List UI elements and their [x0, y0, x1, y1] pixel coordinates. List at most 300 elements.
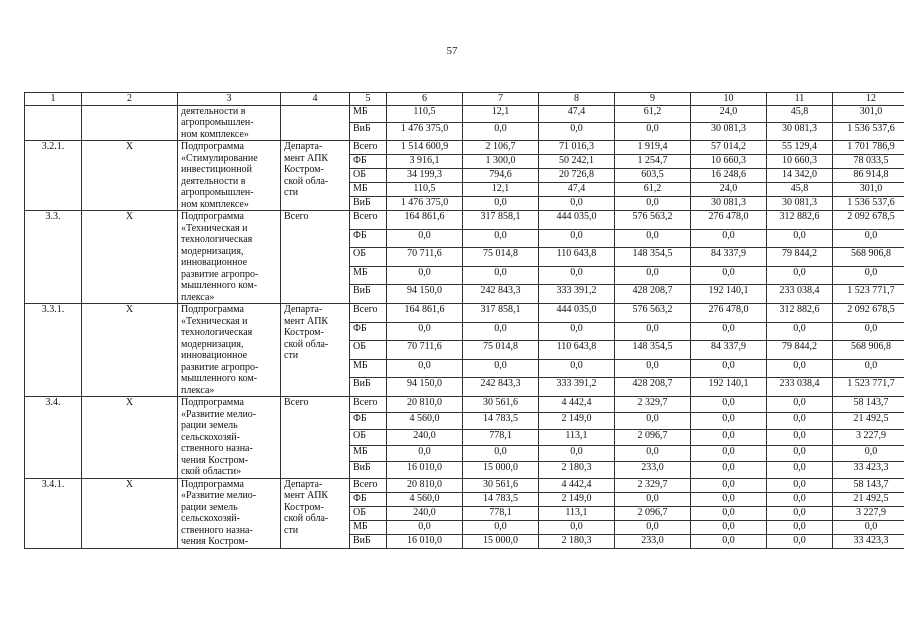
amount-cell: 30 081,3 — [691, 123, 767, 141]
amount-cell: 0,0 — [539, 123, 615, 141]
header-row — [25, 93, 904, 106]
name-line: сельскохозяй- — [181, 513, 240, 524]
amount-cell: 0,0 — [691, 478, 767, 492]
amount-cell: 2 180,3 — [539, 534, 615, 548]
amount-cell: 240,0 — [387, 506, 463, 520]
amount-cell: 0,0 — [767, 506, 833, 520]
name-line: инновационное — [181, 257, 248, 268]
amount-cell: 0,0 — [615, 359, 691, 378]
name-line: ской области» — [181, 466, 242, 477]
header-cell: 8 — [539, 93, 615, 106]
amount-cell: 24,0 — [691, 105, 767, 123]
row-code: 3.3.1. — [25, 304, 82, 397]
name-line: мышленного ком- — [181, 280, 258, 291]
header-cell: 2 — [82, 93, 178, 106]
funding-source: ОБ — [350, 506, 387, 520]
amount-cell: 1 523 771,7 — [833, 285, 904, 304]
amount-cell: 47,4 — [539, 105, 615, 123]
amount-cell: 84 337,9 — [691, 341, 767, 360]
amount-cell: 33 423,3 — [833, 462, 904, 478]
name-line: «Техническая и — [181, 315, 248, 327]
amount-cell: 0,0 — [767, 478, 833, 492]
row-code: 3.4.1. — [25, 478, 82, 548]
name-line: развитие агропро- — [181, 268, 259, 280]
row-x-mark: Х — [82, 211, 178, 304]
amount-cell: 794,6 — [463, 169, 539, 183]
funding-source: МБ — [350, 445, 387, 461]
amount-cell: 233,0 — [615, 462, 691, 478]
amount-cell: 0,0 — [833, 229, 904, 248]
amount-cell: 192 140,1 — [691, 378, 767, 397]
amount-cell: 164 861,6 — [387, 304, 463, 323]
name-line: Подпрограмма — [181, 141, 244, 152]
amount-cell: 86 914,8 — [833, 169, 904, 183]
amount-cell: 428 208,7 — [615, 378, 691, 397]
amount-cell: 110 643,8 — [539, 248, 615, 267]
amount-cell: 0,0 — [691, 462, 767, 478]
executor-line: ской обла- — [284, 175, 329, 187]
row-code: 3.4. — [25, 397, 82, 479]
row-code: 3.3. — [25, 211, 82, 304]
amount-cell: 0,0 — [539, 445, 615, 461]
row-x-mark: Х — [82, 478, 178, 548]
amount-cell: 0,0 — [691, 266, 767, 285]
amount-cell: 0,0 — [615, 413, 691, 429]
name-line: модернизация, — [181, 338, 244, 350]
amount-cell: 0,0 — [539, 229, 615, 248]
funding-source: ВиБ — [350, 197, 387, 211]
amount-cell: 444 035,0 — [539, 304, 615, 323]
amount-cell: 0,0 — [767, 462, 833, 478]
funding-source: МБ — [350, 105, 387, 123]
amount-cell: 0,0 — [615, 197, 691, 211]
amount-cell: 1 514 600,9 — [387, 141, 463, 155]
table-row — [25, 397, 904, 413]
name-line: чения Костром- — [181, 536, 249, 547]
amount-cell: 34 199,3 — [387, 169, 463, 183]
funding-source: Всего — [350, 211, 387, 230]
funding-source: МБ — [350, 359, 387, 378]
amount-cell: 240,0 — [387, 429, 463, 445]
row-program-name — [178, 304, 281, 397]
amount-cell: 1 476 375,0 — [387, 123, 463, 141]
amount-cell: 70 711,6 — [387, 248, 463, 267]
amount-cell: 0,0 — [539, 322, 615, 341]
amount-cell: 15 000,0 — [463, 534, 539, 548]
amount-cell: 164 861,6 — [387, 211, 463, 230]
amount-cell: 0,0 — [463, 520, 539, 534]
amount-cell: 576 563,2 — [615, 304, 691, 323]
amount-cell: 75 014,8 — [463, 341, 539, 360]
amount-cell: 0,0 — [463, 359, 539, 378]
amount-cell: 233,0 — [615, 534, 691, 548]
name-line: модернизация, — [181, 245, 244, 257]
amount-cell: 15 000,0 — [463, 462, 539, 478]
amount-cell: 0,0 — [387, 520, 463, 534]
amount-cell: 78 033,5 — [833, 155, 904, 169]
executor-line: сти — [284, 350, 299, 361]
amount-cell: 312 882,6 — [767, 304, 833, 323]
executor-line: Департа- — [284, 478, 323, 490]
amount-cell: 2 096,7 — [615, 429, 691, 445]
amount-cell: 0,0 — [387, 266, 463, 285]
amount-cell: 312 882,6 — [767, 211, 833, 230]
amount-cell: 1 536 537,6 — [833, 123, 904, 141]
executor-line: мент АПК — [284, 490, 329, 501]
amount-cell: 10 660,3 — [767, 155, 833, 169]
amount-cell: 71 016,3 — [539, 141, 615, 155]
amount-cell: 2 180,3 — [539, 462, 615, 478]
amount-cell: 242 843,3 — [463, 285, 539, 304]
row-program-name — [178, 141, 281, 211]
amount-cell: 30 561,6 — [463, 397, 539, 413]
name-line: чения Костром- — [181, 454, 249, 466]
amount-cell: 0,0 — [539, 197, 615, 211]
amount-cell: 12,1 — [463, 105, 539, 123]
amount-cell: 0,0 — [387, 359, 463, 378]
amount-cell: 4 442,4 — [539, 397, 615, 413]
amount-cell: 70 711,6 — [387, 341, 463, 360]
amount-cell: 30 081,3 — [767, 123, 833, 141]
amount-cell: 0,0 — [691, 445, 767, 461]
name-line: технологическая — [181, 327, 253, 338]
row-executor — [281, 141, 350, 211]
amount-cell: 0,0 — [767, 534, 833, 548]
funding-source: ОБ — [350, 429, 387, 445]
name-line: плекса» — [181, 291, 215, 303]
name-line: ном комплексе» — [181, 128, 249, 140]
amount-cell: 1 476 375,0 — [387, 197, 463, 211]
amount-cell: 21 492,5 — [833, 413, 904, 429]
executor-line: Всего — [284, 397, 309, 408]
amount-cell: 0,0 — [691, 520, 767, 534]
amount-cell: 0,0 — [833, 359, 904, 378]
row-program-name — [178, 211, 281, 304]
amount-cell: 30 081,3 — [691, 197, 767, 211]
amount-cell: 113,1 — [539, 429, 615, 445]
row-executor — [281, 105, 350, 141]
amount-cell: 2 329,7 — [615, 397, 691, 413]
row-x-mark: Х — [82, 397, 178, 479]
header-cell: 3 — [178, 93, 281, 106]
header-cell: 9 — [615, 93, 691, 106]
amount-cell: 110,5 — [387, 183, 463, 197]
amount-cell: 20 810,0 — [387, 397, 463, 413]
amount-cell: 2 092 678,5 — [833, 211, 904, 230]
amount-cell: 0,0 — [539, 520, 615, 534]
row-executor — [281, 478, 350, 548]
row-x-mark: Х — [82, 304, 178, 397]
amount-cell: 0,0 — [767, 492, 833, 506]
amount-cell: 0,0 — [767, 520, 833, 534]
amount-cell: 317 858,1 — [463, 211, 539, 230]
amount-cell: 2 149,0 — [539, 413, 615, 429]
amount-cell: 58 143,7 — [833, 397, 904, 413]
amount-cell: 3 227,9 — [833, 429, 904, 445]
amount-cell: 148 354,5 — [615, 341, 691, 360]
funding-source: ОБ — [350, 169, 387, 183]
funding-source: ФБ — [350, 492, 387, 506]
row-executor — [281, 211, 350, 304]
name-line: «Развитие мелио- — [181, 490, 257, 501]
name-line: Подпрограмма — [181, 304, 244, 315]
executor-line: мент АПК — [284, 152, 329, 164]
executor-line: ской обла- — [284, 338, 329, 350]
amount-cell: 0,0 — [387, 229, 463, 248]
executor-line: сти — [284, 187, 299, 198]
funding-source: МБ — [350, 520, 387, 534]
amount-cell: 10 660,3 — [691, 155, 767, 169]
amount-cell: 0,0 — [767, 445, 833, 461]
amount-cell: 4 560,0 — [387, 492, 463, 506]
table-row — [25, 211, 904, 230]
name-line: ном комплексе» — [181, 198, 249, 210]
funding-source: Всего — [350, 397, 387, 413]
name-line: инновационное — [181, 350, 248, 361]
amount-cell: 233 038,4 — [767, 378, 833, 397]
funding-source: ВиБ — [350, 534, 387, 548]
amount-cell: 2 329,7 — [615, 478, 691, 492]
amount-cell: 233 038,4 — [767, 285, 833, 304]
amount-cell: 242 843,3 — [463, 378, 539, 397]
amount-cell: 0,0 — [767, 322, 833, 341]
row-executor — [281, 304, 350, 397]
funding-source: ФБ — [350, 155, 387, 169]
amount-cell: 0,0 — [767, 229, 833, 248]
table-body — [25, 93, 904, 549]
name-line: мышленного ком- — [181, 373, 258, 384]
amount-cell: 428 208,7 — [615, 285, 691, 304]
funding-source: ВиБ — [350, 123, 387, 141]
amount-cell: 0,0 — [691, 429, 767, 445]
header-cell: 6 — [387, 93, 463, 106]
name-line: плекса» — [181, 384, 215, 396]
amount-cell: 55 129,4 — [767, 141, 833, 155]
amount-cell: 50 242,1 — [539, 155, 615, 169]
table-row — [25, 105, 904, 123]
table-row — [25, 141, 904, 155]
name-line: Подпрограмма — [181, 478, 244, 490]
amount-cell: 0,0 — [691, 397, 767, 413]
amount-cell: 2 096,7 — [615, 506, 691, 520]
amount-cell: 317 858,1 — [463, 304, 539, 323]
amount-cell: 12,1 — [463, 183, 539, 197]
amount-cell: 0,0 — [539, 359, 615, 378]
executor-line: сти — [284, 524, 299, 536]
row-x-mark — [82, 105, 178, 141]
amount-cell: 45,8 — [767, 183, 833, 197]
amount-cell: 47,4 — [539, 183, 615, 197]
row-code: 3.2.1. — [25, 141, 82, 211]
funding-source: ВиБ — [350, 378, 387, 397]
amount-cell: 0,0 — [387, 445, 463, 461]
amount-cell: 0,0 — [387, 322, 463, 341]
amount-cell: 276 478,0 — [691, 304, 767, 323]
budget-table — [24, 92, 904, 549]
amount-cell: 2 092 678,5 — [833, 304, 904, 323]
amount-cell: 444 035,0 — [539, 211, 615, 230]
funding-source: ВиБ — [350, 462, 387, 478]
amount-cell: 1 254,7 — [615, 155, 691, 169]
header-cell: 5 — [350, 93, 387, 106]
amount-cell: 57 014,2 — [691, 141, 767, 155]
amount-cell: 0,0 — [833, 520, 904, 534]
amount-cell: 0,0 — [767, 413, 833, 429]
amount-cell: 30 081,3 — [767, 197, 833, 211]
amount-cell: 20 726,8 — [539, 169, 615, 183]
amount-cell: 0,0 — [691, 229, 767, 248]
amount-cell: 110 643,8 — [539, 341, 615, 360]
funding-source: Всего — [350, 141, 387, 155]
header-cell: 1 — [25, 93, 82, 106]
row-program-name — [178, 478, 281, 548]
amount-cell: 1 536 537,6 — [833, 197, 904, 211]
amount-cell: 94 150,0 — [387, 285, 463, 304]
row-code — [25, 105, 82, 141]
amount-cell: 576 563,2 — [615, 211, 691, 230]
funding-source: МБ — [350, 266, 387, 285]
amount-cell: 21 492,5 — [833, 492, 904, 506]
amount-cell: 333 391,2 — [539, 378, 615, 397]
amount-cell: 0,0 — [615, 123, 691, 141]
name-line: агропромышлен- — [181, 117, 254, 128]
amount-cell: 61,2 — [615, 183, 691, 197]
amount-cell: 148 354,5 — [615, 248, 691, 267]
amount-cell: 75 014,8 — [463, 248, 539, 267]
amount-cell: 1 701 786,9 — [833, 141, 904, 155]
funding-source: ВиБ — [350, 285, 387, 304]
amount-cell: 0,0 — [833, 445, 904, 461]
page-number: 57 — [446, 45, 458, 57]
amount-cell: 2 106,7 — [463, 141, 539, 155]
amount-cell: 0,0 — [691, 534, 767, 548]
name-line: «Стимулирование — [181, 152, 258, 164]
funding-source: ОБ — [350, 341, 387, 360]
amount-cell: 0,0 — [463, 123, 539, 141]
table-row — [25, 478, 904, 492]
name-line: Подпрограмма — [181, 211, 244, 222]
executor-line: ской обла- — [284, 513, 329, 524]
amount-cell: 94 150,0 — [387, 378, 463, 397]
amount-cell: 0,0 — [691, 413, 767, 429]
funding-source: ОБ — [350, 248, 387, 267]
amount-cell: 0,0 — [463, 322, 539, 341]
row-program-name — [178, 397, 281, 479]
header-cell: 12 — [833, 93, 904, 106]
name-line: развитие агропро- — [181, 361, 259, 373]
amount-cell: 0,0 — [463, 197, 539, 211]
amount-cell: 33 423,3 — [833, 534, 904, 548]
amount-cell: 0,0 — [833, 322, 904, 341]
amount-cell: 1 523 771,7 — [833, 378, 904, 397]
amount-cell: 14 783,5 — [463, 492, 539, 506]
funding-source: Всего — [350, 478, 387, 492]
name-line: деятельности в — [181, 105, 246, 117]
executor-line: Всего — [284, 211, 309, 222]
amount-cell: 14 342,0 — [767, 169, 833, 183]
funding-source: ФБ — [350, 322, 387, 341]
amount-cell: 30 561,6 — [463, 478, 539, 492]
header-cell: 7 — [463, 93, 539, 106]
header-cell: 11 — [767, 93, 833, 106]
amount-cell: 16 010,0 — [387, 462, 463, 478]
name-line: ственного назна- — [181, 443, 253, 454]
amount-cell: 0,0 — [691, 359, 767, 378]
name-line: технологическая — [181, 234, 253, 245]
executor-line: Костром- — [284, 501, 324, 513]
name-line: рации земель — [181, 501, 238, 513]
amount-cell: 1 919,4 — [615, 141, 691, 155]
executor-line: мент АПК — [284, 315, 329, 327]
amount-cell: 61,2 — [615, 105, 691, 123]
name-line: «Развитие мелио- — [181, 408, 257, 420]
amount-cell: 276 478,0 — [691, 211, 767, 230]
amount-cell: 0,0 — [691, 506, 767, 520]
amount-cell: 4 560,0 — [387, 413, 463, 429]
amount-cell: 0,0 — [615, 266, 691, 285]
row-x-mark: Х — [82, 141, 178, 211]
amount-cell: 58 143,7 — [833, 478, 904, 492]
amount-cell: 0,0 — [691, 322, 767, 341]
table-row — [25, 304, 904, 323]
funding-source: Всего — [350, 304, 387, 323]
amount-cell: 0,0 — [833, 266, 904, 285]
name-line: «Техническая и — [181, 222, 248, 234]
name-line: инвестиционной — [181, 164, 252, 175]
amount-cell: 333 391,2 — [539, 285, 615, 304]
funding-source: ФБ — [350, 229, 387, 248]
amount-cell: 16 248,6 — [691, 169, 767, 183]
amount-cell: 24,0 — [691, 183, 767, 197]
amount-cell: 113,1 — [539, 506, 615, 520]
executor-line: Департа- — [284, 141, 323, 152]
amount-cell: 45,8 — [767, 105, 833, 123]
amount-cell: 0,0 — [615, 492, 691, 506]
header-cell: 4 — [281, 93, 350, 106]
amount-cell: 0,0 — [615, 445, 691, 461]
name-line: агропромышлен- — [181, 187, 254, 198]
amount-cell: 603,5 — [615, 169, 691, 183]
amount-cell: 0,0 — [463, 266, 539, 285]
amount-cell: 3 916,1 — [387, 155, 463, 169]
amount-cell: 20 810,0 — [387, 478, 463, 492]
amount-cell: 16 010,0 — [387, 534, 463, 548]
name-line: Подпрограмма — [181, 397, 244, 408]
amount-cell: 84 337,9 — [691, 248, 767, 267]
amount-cell: 0,0 — [539, 266, 615, 285]
row-executor — [281, 397, 350, 479]
amount-cell: 301,0 — [833, 183, 904, 197]
executor-line: Костром- — [284, 164, 324, 175]
amount-cell: 110,5 — [387, 105, 463, 123]
amount-cell: 568 906,8 — [833, 248, 904, 267]
executor-line: Департа- — [284, 304, 323, 315]
amount-cell: 192 140,1 — [691, 285, 767, 304]
amount-cell: 0,0 — [691, 492, 767, 506]
amount-cell: 0,0 — [767, 359, 833, 378]
amount-cell: 568 906,8 — [833, 341, 904, 360]
amount-cell: 0,0 — [767, 397, 833, 413]
header-cell: 10 — [691, 93, 767, 106]
name-line: рации земель — [181, 420, 238, 431]
amount-cell: 0,0 — [767, 429, 833, 445]
amount-cell: 0,0 — [615, 229, 691, 248]
amount-cell: 79 844,2 — [767, 341, 833, 360]
amount-cell: 0,0 — [767, 266, 833, 285]
executor-line: Костром- — [284, 327, 324, 338]
amount-cell: 1 300,0 — [463, 155, 539, 169]
amount-cell: 0,0 — [463, 445, 539, 461]
